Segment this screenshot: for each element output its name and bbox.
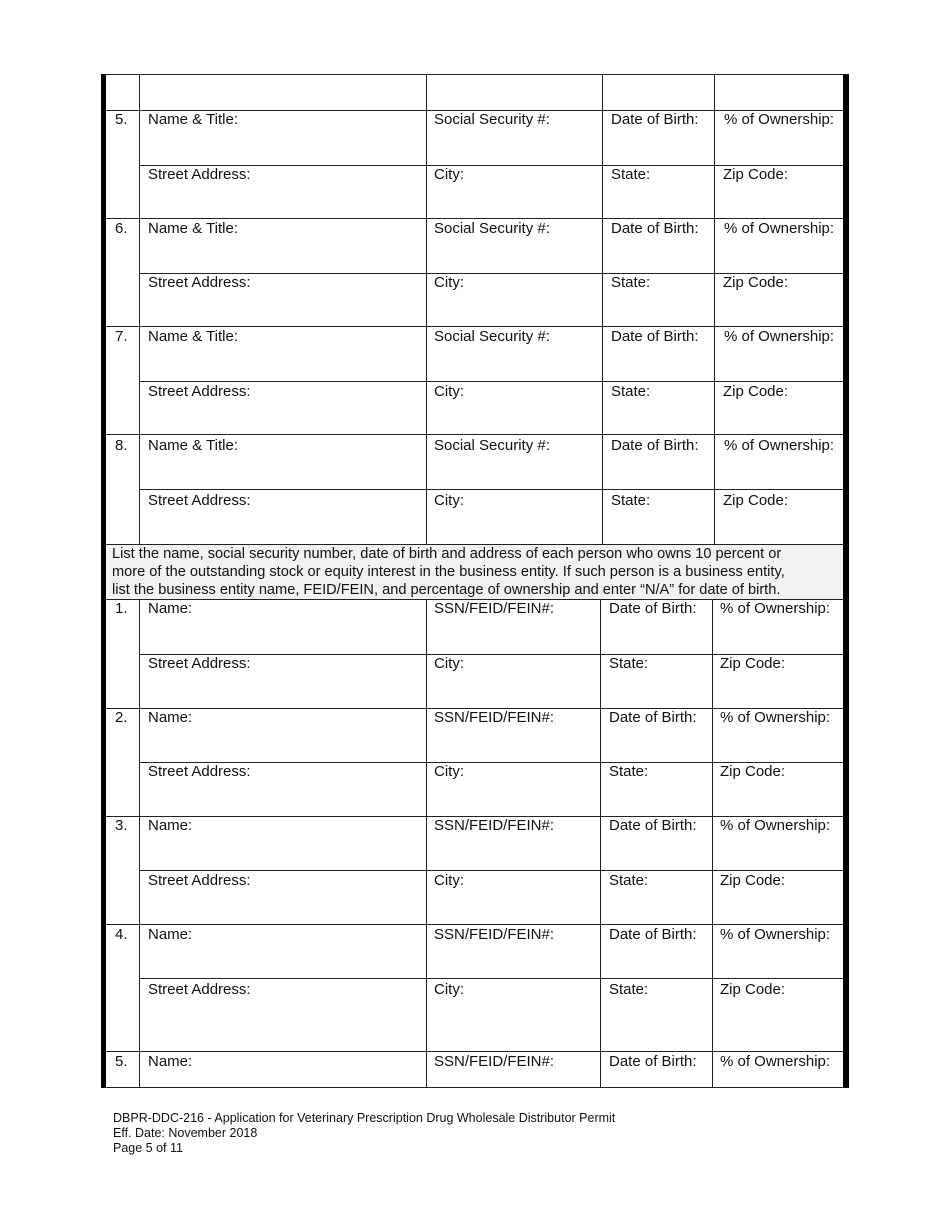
name-field[interactable]: Name: — [148, 709, 193, 726]
column-divider — [139, 599, 140, 1087]
city-field[interactable]: City: — [434, 763, 464, 780]
footer-page-number: Page 5 of 11 — [113, 1141, 183, 1155]
name-field[interactable]: Name & Title: — [148, 220, 239, 237]
row-number: 1. — [115, 600, 128, 617]
row-number: 7. — [115, 328, 128, 345]
state-field[interactable]: State: — [609, 872, 649, 889]
column-divider — [426, 599, 427, 1087]
row-divider — [106, 1051, 843, 1052]
row-divider — [106, 326, 843, 327]
name-field[interactable]: Name & Title: — [148, 437, 239, 454]
name-field[interactable]: Name: — [148, 817, 193, 834]
top-rule — [106, 74, 843, 75]
street-address-field[interactable]: Street Address: — [148, 655, 251, 672]
city-field[interactable]: City: — [434, 872, 464, 889]
ownership-percent-field[interactable]: % of Ownership: — [720, 709, 831, 726]
ownership-percent-field[interactable]: % of Ownership: — [724, 111, 835, 128]
zip-code-field[interactable]: Zip Code: — [723, 274, 789, 291]
form-left-border — [101, 74, 106, 1088]
column-divider — [600, 599, 601, 1087]
zip-code-field[interactable]: Zip Code: — [723, 383, 789, 400]
date-of-birth-field[interactable]: Date of Birth: — [611, 220, 699, 237]
row-divider — [106, 1087, 843, 1088]
zip-code-field[interactable]: Zip Code: — [723, 492, 789, 509]
street-address-field[interactable]: Street Address: — [148, 383, 251, 400]
state-field[interactable]: State: — [611, 492, 651, 509]
row-number: 3. — [115, 817, 128, 834]
id-number-field[interactable]: Social Security #: — [434, 437, 550, 454]
name-field[interactable]: Name: — [148, 926, 193, 943]
ownership-percent-field[interactable]: % of Ownership: — [720, 817, 831, 834]
zip-code-field[interactable]: Zip Code: — [720, 981, 786, 998]
date-of-birth-field[interactable]: Date of Birth: — [611, 328, 699, 345]
city-field[interactable]: City: — [434, 166, 464, 183]
footer-form-title: DBPR-DDC-216 - Application for Veterinary Prescription Drug Wholesale Distributor Permit — [113, 1111, 616, 1125]
row-number: 4. — [115, 926, 128, 943]
column-divider — [712, 599, 713, 1087]
city-field[interactable]: City: — [434, 274, 464, 291]
id-number-field[interactable]: Social Security #: — [434, 328, 550, 345]
state-field[interactable]: State: — [609, 655, 649, 672]
city-field[interactable]: City: — [434, 655, 464, 672]
column-divider — [426, 74, 427, 544]
state-field[interactable]: State: — [611, 383, 651, 400]
zip-code-field[interactable]: Zip Code: — [723, 166, 789, 183]
id-number-field[interactable]: SSN/FEID/FEIN#: — [434, 600, 555, 617]
ownership-percent-field[interactable]: % of Ownership: — [720, 1053, 831, 1070]
row-number: 5. — [115, 1053, 128, 1070]
row-divider — [106, 218, 843, 219]
name-field[interactable]: Name: — [148, 600, 193, 617]
name-field[interactable]: Name & Title: — [148, 111, 239, 128]
state-field[interactable]: State: — [611, 274, 651, 291]
date-of-birth-field[interactable]: Date of Birth: — [611, 437, 699, 454]
zip-code-field[interactable]: Zip Code: — [720, 872, 786, 889]
row-divider — [106, 434, 843, 435]
ownership-percent-field[interactable]: % of Ownership: — [724, 220, 835, 237]
date-of-birth-field[interactable]: Date of Birth: — [609, 1053, 697, 1070]
instructions-line-1: List the name, social security number, date of birth and address of each person who owns 10 percent or — [112, 546, 782, 562]
row-divider — [106, 544, 843, 545]
state-field[interactable]: State: — [609, 763, 649, 780]
sub-row-divider — [139, 489, 843, 490]
sub-row-divider — [139, 978, 843, 979]
street-address-field[interactable]: Street Address: — [148, 872, 251, 889]
state-field[interactable]: State: — [609, 981, 649, 998]
date-of-birth-field[interactable]: Date of Birth: — [609, 926, 697, 943]
date-of-birth-field[interactable]: Date of Birth: — [609, 709, 697, 726]
street-address-field[interactable]: Street Address: — [148, 274, 251, 291]
instructions-line-3: list the business entity name, FEID/FEIN, and percentage of ownership and enter “N/A” for date of birth. — [112, 582, 781, 598]
city-field[interactable]: City: — [434, 981, 464, 998]
form-right-border — [843, 74, 849, 1088]
column-divider — [714, 74, 715, 544]
zip-code-field[interactable]: Zip Code: — [720, 655, 786, 672]
street-address-field[interactable]: Street Address: — [148, 981, 251, 998]
name-field[interactable]: Name & Title: — [148, 328, 239, 345]
date-of-birth-field[interactable]: Date of Birth: — [609, 817, 697, 834]
row-number: 2. — [115, 709, 128, 726]
sub-row-divider — [139, 870, 843, 871]
id-number-field[interactable]: SSN/FEID/FEIN#: — [434, 817, 555, 834]
street-address-field[interactable]: Street Address: — [148, 166, 251, 183]
column-divider — [602, 74, 603, 544]
ownership-percent-field[interactable]: % of Ownership: — [720, 600, 831, 617]
street-address-field[interactable]: Street Address: — [148, 492, 251, 509]
id-number-field[interactable]: Social Security #: — [434, 111, 550, 128]
row-number: 5. — [115, 111, 128, 128]
id-number-field[interactable]: SSN/FEID/FEIN#: — [434, 926, 555, 943]
state-field[interactable]: State: — [611, 166, 651, 183]
id-number-field[interactable]: Social Security #: — [434, 220, 550, 237]
city-field[interactable]: City: — [434, 492, 464, 509]
id-number-field[interactable]: SSN/FEID/FEIN#: — [434, 709, 555, 726]
ssn-feid-fein-field[interactable]: SSN/FEID/FEIN#: — [434, 1053, 555, 1070]
footer-eff-date: Eff. Date: November 2018 — [113, 1126, 258, 1140]
column-divider — [139, 74, 140, 544]
date-of-birth-field[interactable]: Date of Birth: — [609, 600, 697, 617]
ownership-percent-field[interactable]: % of Ownership: — [724, 328, 835, 345]
instructions-line-2: more of the outstanding stock or equity interest in the business entity. If such person is a business entity, — [112, 564, 785, 580]
row-number: 6. — [115, 220, 128, 237]
zip-code-field[interactable]: Zip Code: — [720, 763, 786, 780]
ownership-percent-field[interactable]: % of Ownership: — [724, 437, 835, 454]
sub-row-divider — [139, 381, 843, 382]
date-of-birth-field[interactable]: Date of Birth: — [611, 111, 699, 128]
row-number: 8. — [115, 437, 128, 454]
city-field[interactable]: City: — [434, 383, 464, 400]
street-address-field[interactable]: Street Address: — [148, 763, 251, 780]
row-divider — [106, 924, 843, 925]
ownership-percent-field[interactable]: % of Ownership: — [720, 926, 831, 943]
name-field[interactable]: Name: — [148, 1053, 193, 1070]
